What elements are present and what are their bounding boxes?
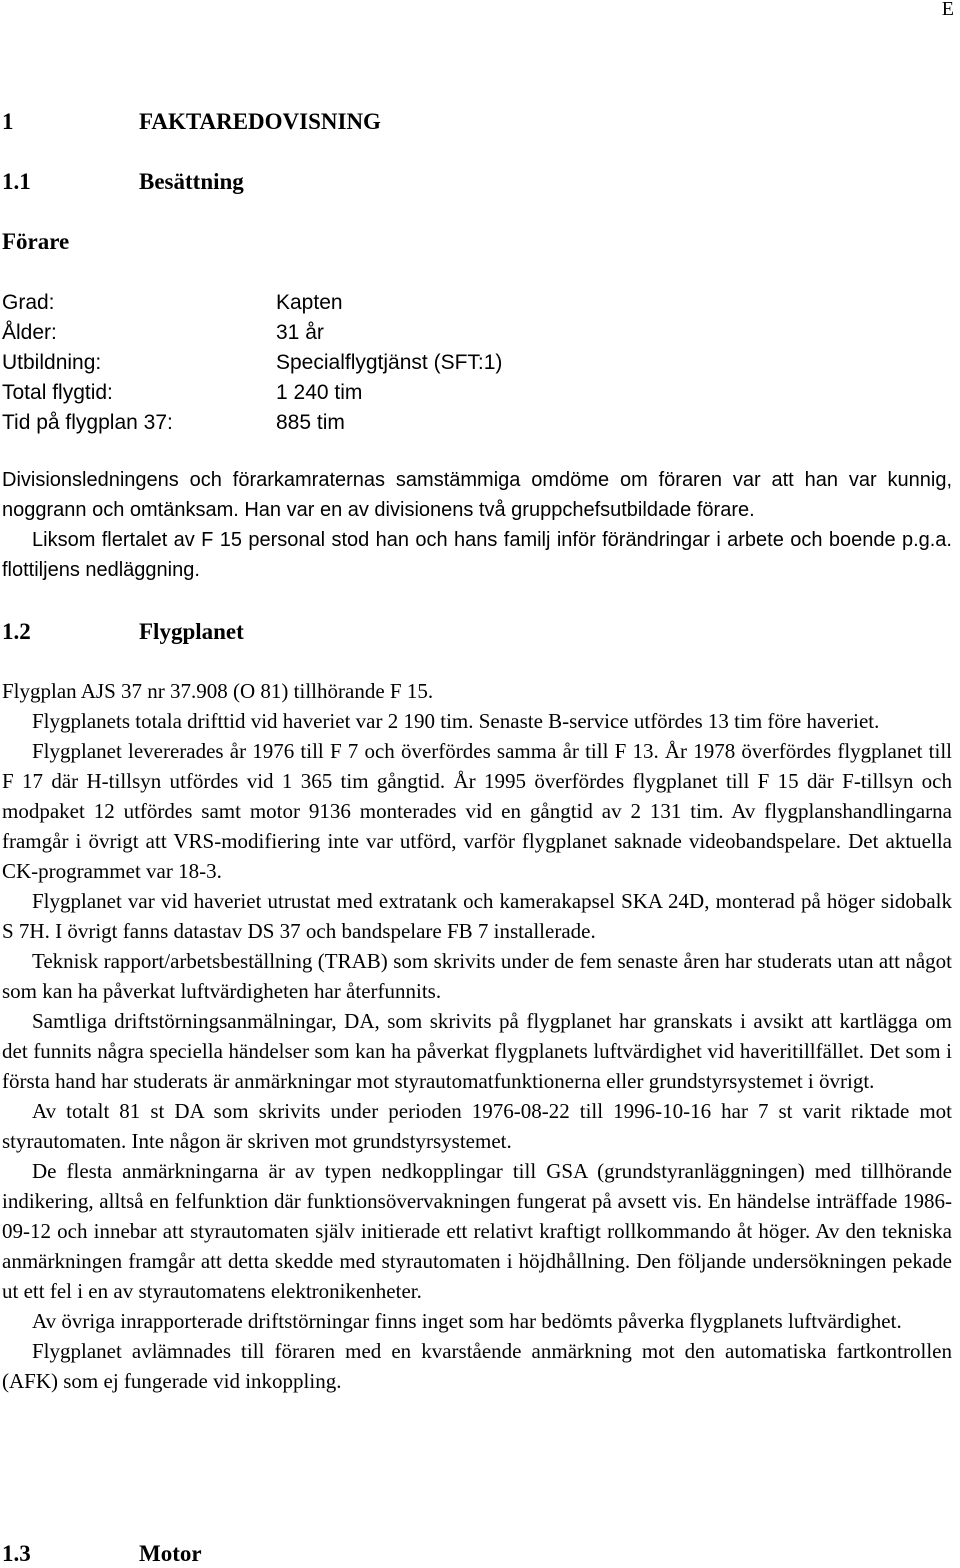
fact-value: 31 år <box>276 321 324 344</box>
section-title: Motor <box>139 1541 202 1566</box>
fact-value: 1 240 tim <box>276 381 363 404</box>
pilot-heading: Förare <box>2 229 70 254</box>
fact-value: Kapten <box>276 291 343 314</box>
paragraph: Av totalt 81 st DA som skrivits under perioden 1976-08-22 till 1996-10-16 har 7 st varit riktade mot styrautomaten. Inte någon är skriven mot grundstyrsystemet. <box>2 1099 952 1153</box>
fact-value: 885 tim <box>276 411 345 434</box>
paragraph: Flygplan AJS 37 nr 37.908 (O 81) tillhörande F 15. <box>2 679 434 703</box>
paragraph: Teknisk rapport/arbetsbeställning (TRAB) som skrivits under de fem senaste åren har studerats utan att något som kan ha påverkat luftvärdigheten har återfunnits. <box>2 949 952 1003</box>
section-heading-1-2 <box>2 618 244 646</box>
pilot-assessment <box>2 465 952 585</box>
fact-label: Ålder: <box>2 321 57 344</box>
paragraph: Divisionsledningens och förarkamraternas samstämmiga omdöme om föraren var att han var kunnig, noggrann och omtänksam. Han var en av divisionens två gruppchefsutbildade förare. <box>2 469 952 521</box>
section-title: Flygplanet <box>139 619 244 644</box>
fact-label: Utbildning: <box>2 351 102 374</box>
paragraph: Flygplanet avlämnades till föraren med en kvarstående anmärkning mot den automatiska fartkontrollen (AFK) som ej fungerade vid inkoppling. <box>2 1339 952 1393</box>
section-number: 1.1 <box>2 169 31 194</box>
paragraph: Flygplanets totala drifttid vid haveriet var 2 190 tim. Senaste B-service utfördes 13 tim före haveriet. <box>32 709 880 733</box>
paragraph: Samtliga driftstörningsanmälningar, DA, som skrivits på flygplanet har granskats i avsikt att kartlägga om det funnits några speciella händelser som kan ha påverkat flygplanets luftvärdighet vid haveritillfället. Det som i första hand har studerats är anmärkningar mot styrautomatfunktionerna eller grundstyrsystemet i övrigt. <box>2 1009 952 1093</box>
fact-label: Tid på flygplan 37: <box>2 411 173 434</box>
page-marker: E <box>941 0 954 20</box>
section-number: 1.2 <box>2 619 31 644</box>
section-number: 1.3 <box>2 1541 31 1566</box>
fact-label: Grad: <box>2 291 55 314</box>
fact-value: Specialflygtjänst (SFT:1) <box>276 351 503 374</box>
paragraph: Av övriga inrapporterade driftstörningar finns inget som har bedömts påverka flygplanets luftvärdighet. <box>32 1309 902 1333</box>
section-title: Besättning <box>139 169 244 194</box>
section-heading-1-1 <box>2 168 244 196</box>
section-number: 1 <box>2 109 14 134</box>
section-heading-1 <box>2 108 381 136</box>
fact-label: Total flygtid: <box>2 381 113 404</box>
paragraph: Flygplanet var vid haveriet utrustat med extratank och kamerakapsel SKA 24D, monterad på höger sidobalk S 7H. I övrigt fanns datastav DS 37 och bandspelare FB 7 installerade. <box>2 889 952 943</box>
paragraph: Liksom flertalet av F 15 personal stod han och hans familj inför förändringar i arbete och boende p.g.a. flottiljens nedläggning. <box>2 529 952 581</box>
section-heading-1-3 <box>2 1540 202 1568</box>
paragraph: Flygplanet levererades år 1976 till F 7 och överfördes samma år till F 13. År 1978 överfördes flygplanet till F 17 där H-tillsyn utfördes vid 1 365 tim gångtid. År 1995 överfördes flygplanet till F 15 där F-tillsyn och modpaket 12 utfördes samt motor 9136 monterades vid en gångtid av 2 131 tim. Av flygplanshandlingarna framgår i övrigt att VRS-modifiering inte var utförd, varför flygplanet saknade videobandspelare. Det aktuella CK-programmet var 18-3. <box>2 739 952 883</box>
paragraph: De flesta anmärkningarna är av typen nedkopplingar till GSA (grundstyranläggningen) med tillhörande indikering, alltså en felfunktion där funktionsövervakningen fungerat på avsett vis. En händelse inträffade 1986-09-12 och innebar att styrautomaten själv initierade ett relativt kraftigt rollkommando åt höger. Av den tekniska anmärkningen framgår att detta skedde med styrautomaten i höjdhållning. Den följande undersökningen pekade ut ett fel i en av styrautomatens elektronikenheter. <box>2 1159 952 1303</box>
section-title: FAKTAREDOVISNING <box>139 109 381 134</box>
aircraft-text <box>2 676 952 1396</box>
